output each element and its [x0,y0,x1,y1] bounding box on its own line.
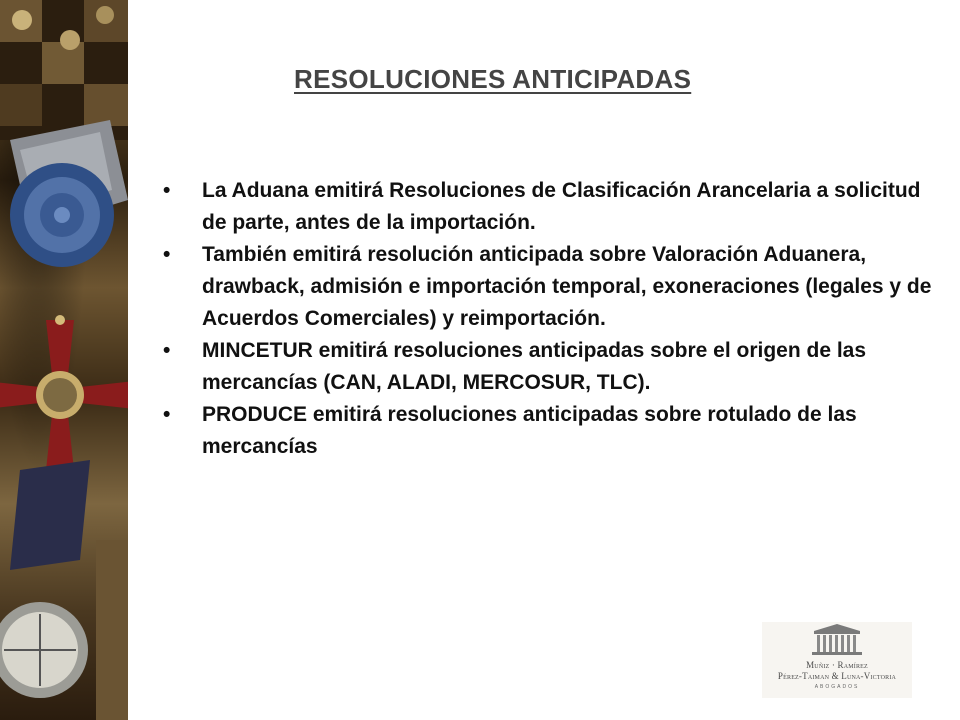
slide-title: RESOLUCIONES ANTICIPADAS [294,64,692,94]
bullet-dot: • [163,179,171,202]
bullet-dot: • [163,403,171,426]
firm-name-line1: Muñiz · Ramírez [806,660,868,670]
bullet-item [163,239,943,335]
medal-collage-illustration [0,0,128,720]
columns-building-icon [762,622,912,658]
bullet-list [163,175,943,463]
firm-logo [762,622,912,698]
firm-subtitle: ABOGADOS [814,684,860,690]
bullet-text: La Aduana emitirá Resoluciones de Clasificación Arancelaria a solicitud de parte, antes de la importación. [202,179,921,234]
bullet-text: MINCETUR emitirá resoluciones anticipadas sobre el origen de las mercancías (CAN, ALADI, MERCOSUR, TLC). [202,339,867,394]
bullet-item [163,399,943,463]
bullet-dot: • [163,339,171,362]
bullet-item [163,175,943,239]
bullet-item [163,335,943,399]
bullet-text: También emitirá resolución anticipada sobre Valoración Aduanera, drawback, admisión e importación temporal, exoneraciones (legales y de Acuerdos Comerciales) y reimportación. [202,243,932,330]
bullet-dot: • [163,243,171,266]
decorative-sidebar-image [0,0,128,720]
firm-name-line2: Pérez-Taiman & Luna-Victoria [777,671,897,681]
bullet-text: PRODUCE emitirá resoluciones anticipadas sobre rotulado de las mercancías [202,403,857,458]
